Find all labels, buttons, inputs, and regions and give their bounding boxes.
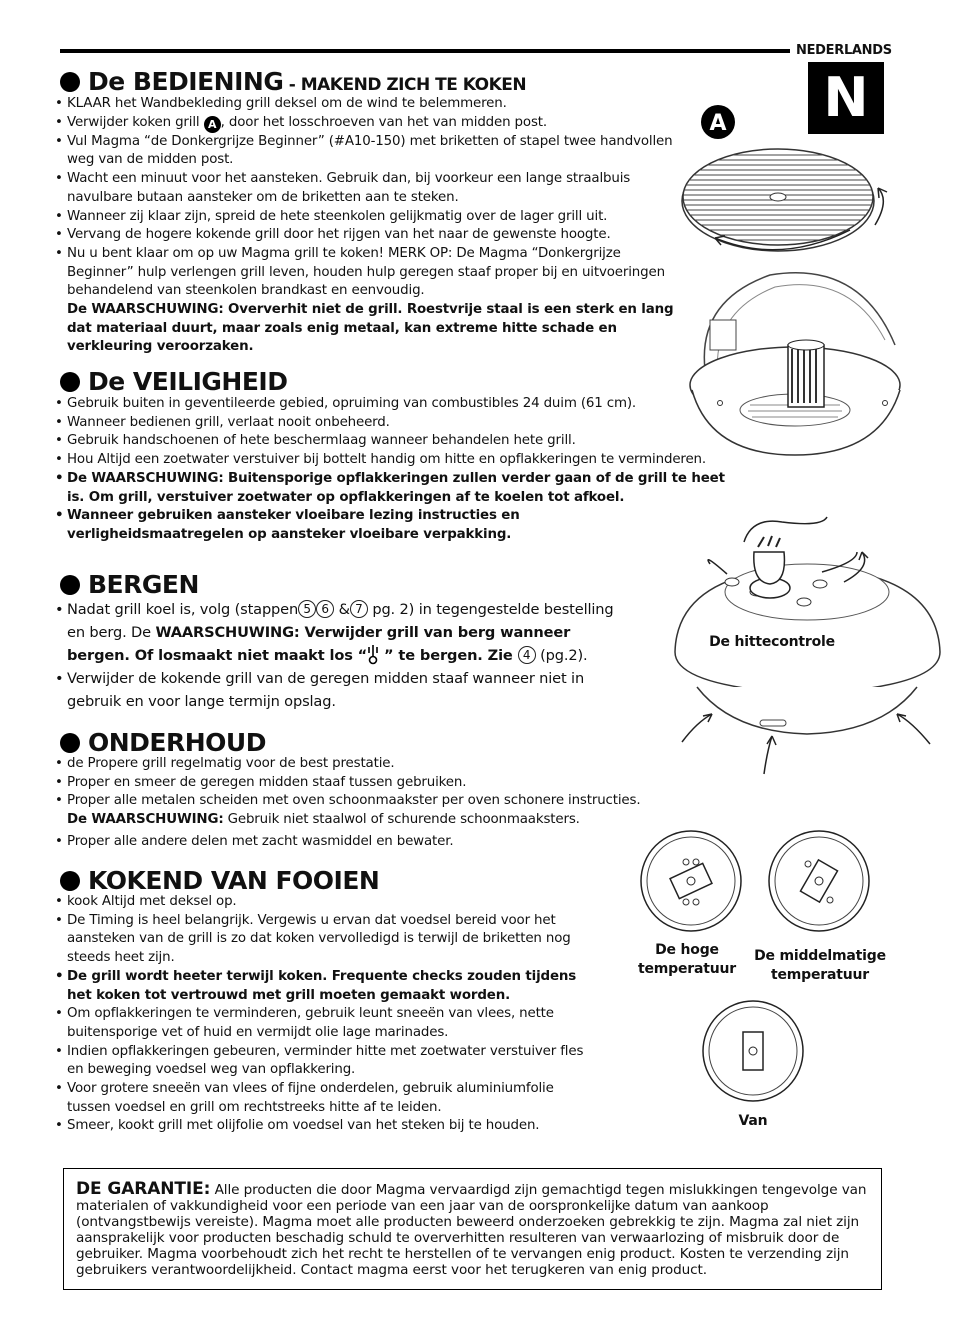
section-onderhoud-heading: ONDERHOUD — [60, 729, 266, 757]
fooien-list — [54, 893, 584, 1136]
badge-a-icon: A — [709, 111, 727, 136]
list-item: • KLAAR het Wandbekleding grill deksel om de wind te belemmeren. — [54, 95, 674, 114]
step-7-icon: 7 — [350, 600, 368, 618]
warranty-title: DE GARANTIE: — [76, 1179, 211, 1199]
list-item: • Wacht een minuut voor het aansteken. Gebruik dan, bij voorkeur een lange straalbuis navulbare butaan aansteker om de briketten aan te steken. — [54, 170, 674, 207]
list-item: • Indien opflakkeringen gebeuren, verminder hitte met zoetwater verstuiver fles en beweging voedsel weg van opflakkering. — [54, 1043, 584, 1080]
language-tab: N — [808, 62, 884, 134]
warranty-text: Alle producten die door Magma vervaardigd zijn gemachtigd tegen mislukkingen tengevolge van materialen of vakkundigheid voor een periode van een jaar van de oorspronkelijke datum van aankoop (ontvangstbewijs vereiste). Magma moet alle producten beweerd onderzoeken gebrekkig te zijn. Magma zal niet zijn aansprakelijk voor producten beschadig schuld te oververhitten resulteren van verwaarlozing of misbruik door de gebruiker. Magma voorbehoudt zich het recht te herstellen of te vervangen enig product. Kosten te verzending zijn gebruikers verantwoordelijkheid. Contact magma eerst voor het terugkeren van enig product. — [76, 1182, 867, 1278]
list-item: • Wanneer bedienen grill, verlaat nooit onbeheerd. — [54, 414, 744, 433]
bullet-dot-icon — [60, 72, 80, 92]
list-item: • Gebruik buiten in geventileerde gebied, opruiming van combustibles 24 duim (61 cm). — [54, 395, 744, 414]
dial-medium-illustration — [768, 830, 870, 932]
dial-off-illustration — [702, 1000, 804, 1102]
bediening-list — [54, 95, 674, 357]
bediening-subtitle: - MAKEND ZICH TE KOKEN — [283, 75, 527, 95]
list-item: • Gebruik handschoenen of hete beschermlaag wanneer behandelen hete grill. — [54, 432, 744, 451]
section-veiligheid-heading: De VEILIGHEID — [60, 368, 287, 396]
warning-text: De WAARSCHUWING: Gebruik niet staalwol of schurende schoonmaaksters. — [67, 812, 580, 828]
grill-grate-illustration — [670, 100, 900, 260]
badge-a-icon: A — [204, 116, 221, 133]
bergen-list — [54, 598, 624, 713]
bediening-title: De BEDIENING — [88, 67, 284, 96]
heat-control-label: De hittecontrole — [709, 634, 835, 650]
onderhoud-list — [54, 755, 694, 852]
list-item: • Smeer, kookt grill met olijfolie om voedsel van het steken bij te houden. — [54, 1117, 584, 1136]
list-item: • Om opflakkeringen te verminderen, gebruik leunt sneeën van vlees, nette buitensporige vet of huid en vermijdt olie lage marinades. — [54, 1005, 584, 1042]
step-5-icon: 5 — [298, 600, 316, 618]
off-label: Van — [738, 1113, 768, 1129]
list-item: • Wanneer zij klaar zijn, spreid de hete steenkolen gelijkmatig over de lager grill uit. — [54, 208, 674, 227]
high-temp-label: De hoge temperatuur — [638, 942, 736, 977]
section-bergen-heading: BERGEN — [60, 571, 199, 599]
language-label: NEDERLANDS — [796, 43, 892, 58]
list-item: • Hou Altijd een zoetwater verstuiver bij bottelt handig om hitte en opflakkeringen te verminderen. — [54, 451, 744, 470]
bullet-dot-icon — [60, 733, 80, 753]
step-4-icon: 4 — [518, 646, 536, 664]
open-grill-illustration — [680, 265, 905, 465]
list-item: • Proper alle metalen scheiden met oven schoonmaakster per oven schonere instructies. — [54, 792, 694, 811]
header-rule — [60, 49, 790, 53]
list-item: • Nadat grill koel is, volg (stappen 5 6 & 7 pg. 2) in tegengestelde bestelling en berg. De WAARSCHUWING: Verwijder grill van berg wanneer bergen. Of losmaakt niet maakt los “ ” te bergen. Zie 4 (pg.2). — [54, 598, 624, 667]
warning-text: De WAARSCHUWING: Oververhit niet de grill. Roestvrije staal is een sterk en lang dat materiaal duurt, maar zoals enig metaal, kan extreme hitte schade en verkleuring veroorzaken. — [67, 302, 674, 355]
list-item: • Voor grotere sneeën van vlees of fijne onderdelen, gebruik aluminiumfolie tussen voedsel en grill om rechtstreeks hitte af te leiden. — [54, 1080, 584, 1117]
medium-temp-label: De middelmatige temperatuur — [754, 948, 886, 983]
list-item: • De WAARSCHUWING: Buitensporige opflakkeringen zullen verder gaan of de grill te heet is. Om grill, verstuiver zoetwater op opflakkeringen af te koelen tot afkoel. — [54, 470, 727, 507]
warranty-box — [63, 1168, 882, 1290]
list-item: • Proper en smeer de geregen midden staaf tussen gebruiken. — [54, 774, 694, 793]
knob-unlock-icon — [367, 645, 379, 665]
list-item: • Proper alle andere delen met zacht wasmiddel en bewater. — [54, 833, 694, 852]
step-6-icon: 6 — [316, 600, 334, 618]
section-fooien-heading: KOKEND VAN FOOIEN — [60, 867, 379, 895]
bullet-dot-icon — [60, 372, 80, 392]
dial-high-illustration — [640, 830, 742, 932]
veiligheid-list — [54, 395, 744, 545]
list-item: • Nu u bent klaar om op uw Magma grill te koken! MERK OP: De Magma “Donkergrijze Beginner” hulp verlengen grill leven, houden hulp geregen staaf proper bij en uitvoeringen behandelend van steenkolen brandkast en eenvoudig. — [54, 245, 674, 301]
list-item: • kook Altijd met deksel op. — [54, 893, 584, 912]
list-item: • Wanneer gebruiken aansteker vloeibare lezing instructies en verligheidsmaatregelen op aansteker vloeibare verpakking. — [54, 507, 687, 544]
bullet-dot-icon — [60, 871, 80, 891]
list-item: • De grill wordt heeter terwijl koken. Frequente checks zouden tijdens het koken tot vertrouwd met grill moeten gemaakt worden. — [54, 968, 584, 1005]
list-item: • de Propere grill regelmatig voor de best prestatie. — [54, 755, 694, 774]
list-item: • Vul Magma “de Donkergrijze Beginner” (#A10-150) met briketten of stapel twee handvollen weg van de midden post. — [54, 133, 674, 170]
list-item: • Verwijder koken grill A , door het losschroeven van het van midden post. — [54, 114, 674, 133]
list-item: • De Timing is heel belangrijk. Vergewis u ervan dat voedsel bereid voor het aansteken van de grill is zo dat koken vervolledigd is terwijl de briketten nog steeds heet zijn. — [54, 912, 584, 968]
list-item: • Verwijder de kokende grill van de geregen midden staaf wanneer niet in gebruik en voor lange termijn opslag. — [54, 667, 624, 713]
list-item: • Vervang de hogere kokende grill door het rijgen van het naar de gewenste hoogte. — [54, 226, 674, 245]
bullet-dot-icon — [60, 575, 80, 595]
